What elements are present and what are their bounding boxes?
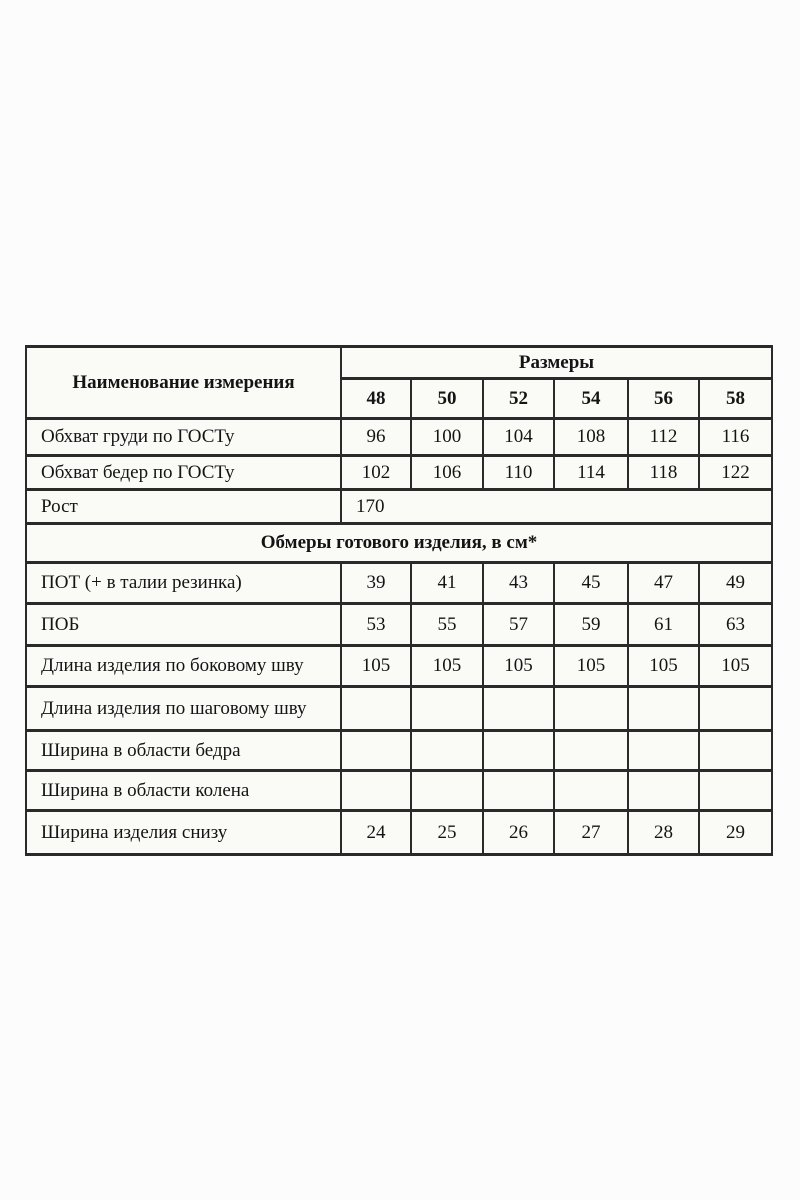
table-header-row <box>26 347 772 379</box>
row-label: Длина изделия по боковому шву <box>26 646 341 687</box>
cell-value: 114 <box>554 456 628 490</box>
cell-value <box>341 731 411 771</box>
cell-value <box>411 771 483 811</box>
cell-value: 55 <box>411 604 483 646</box>
cell-value: 28 <box>628 811 699 855</box>
cell-value: 57 <box>483 604 554 646</box>
cell-value <box>411 687 483 731</box>
cell-value <box>483 771 554 811</box>
cell-value: 63 <box>699 604 772 646</box>
cell-value: 122 <box>699 456 772 490</box>
cell-value: 118 <box>628 456 699 490</box>
cell-value: 25 <box>411 811 483 855</box>
size-col-48: 48 <box>341 379 411 419</box>
cell-value <box>699 687 772 731</box>
cell-value: 41 <box>411 563 483 604</box>
cell-value: 59 <box>554 604 628 646</box>
cell-value: 105 <box>411 646 483 687</box>
cell-value: 49 <box>699 563 772 604</box>
cell-value: 106 <box>411 456 483 490</box>
cell-value: 102 <box>341 456 411 490</box>
cell-value: 100 <box>411 419 483 456</box>
cell-value <box>628 687 699 731</box>
table-row-side-seam <box>26 646 772 687</box>
row-label: Рост <box>26 490 341 524</box>
cell-value: 104 <box>483 419 554 456</box>
cell-value: 105 <box>554 646 628 687</box>
cell-value <box>628 771 699 811</box>
measurement-name-header: Наименование измерения <box>26 347 341 419</box>
size-col-52: 52 <box>483 379 554 419</box>
cell-value: 105 <box>341 646 411 687</box>
cell-value <box>699 731 772 771</box>
table-row-thigh-width <box>26 731 772 771</box>
cell-value <box>699 771 772 811</box>
row-label: Ширина изделия снизу <box>26 811 341 855</box>
table-row-knee-width <box>26 771 772 811</box>
cell-value: 47 <box>628 563 699 604</box>
size-chart-table <box>25 345 773 856</box>
cell-value: 105 <box>483 646 554 687</box>
sizes-header: Размеры <box>341 347 772 379</box>
size-col-50: 50 <box>411 379 483 419</box>
cell-value: 61 <box>628 604 699 646</box>
table-row-height <box>26 490 772 524</box>
table-row-chest <box>26 419 772 456</box>
table-row-inseam <box>26 687 772 731</box>
cell-value: 29 <box>699 811 772 855</box>
cell-value <box>483 731 554 771</box>
cell-value <box>554 687 628 731</box>
cell-value <box>483 687 554 731</box>
cell-value <box>411 731 483 771</box>
cell-value: 112 <box>628 419 699 456</box>
cell-value <box>341 687 411 731</box>
cell-value: 45 <box>554 563 628 604</box>
cell-value: 24 <box>341 811 411 855</box>
cell-value-merged: 170 <box>341 490 772 524</box>
row-label: Длина изделия по шаговому шву <box>26 687 341 731</box>
cell-value: 108 <box>554 419 628 456</box>
size-col-56: 56 <box>628 379 699 419</box>
row-label: ПОТ (+ в талии резинка) <box>26 563 341 604</box>
cell-value: 96 <box>341 419 411 456</box>
row-label: Обхват груди по ГОСТу <box>26 419 341 456</box>
cell-value: 53 <box>341 604 411 646</box>
cell-value: 39 <box>341 563 411 604</box>
cell-value <box>341 771 411 811</box>
row-label: Ширина в области бедра <box>26 731 341 771</box>
size-col-54: 54 <box>554 379 628 419</box>
cell-value: 105 <box>628 646 699 687</box>
size-col-58: 58 <box>699 379 772 419</box>
table-row-pob <box>26 604 772 646</box>
cell-value: 105 <box>699 646 772 687</box>
cell-value: 27 <box>554 811 628 855</box>
cell-value: 110 <box>483 456 554 490</box>
cell-value: 43 <box>483 563 554 604</box>
cell-value <box>554 731 628 771</box>
row-label: Ширина в области колена <box>26 771 341 811</box>
table-row-hips <box>26 456 772 490</box>
cell-value: 116 <box>699 419 772 456</box>
row-label: ПОБ <box>26 604 341 646</box>
cell-value <box>554 771 628 811</box>
table-row-bottom-width <box>26 811 772 855</box>
section-header-row <box>26 524 772 563</box>
table-row-pot <box>26 563 772 604</box>
cell-value <box>628 731 699 771</box>
row-label: Обхват бедер по ГОСТу <box>26 456 341 490</box>
cell-value: 26 <box>483 811 554 855</box>
section-header: Обмеры готового изделия, в см* <box>26 524 772 563</box>
